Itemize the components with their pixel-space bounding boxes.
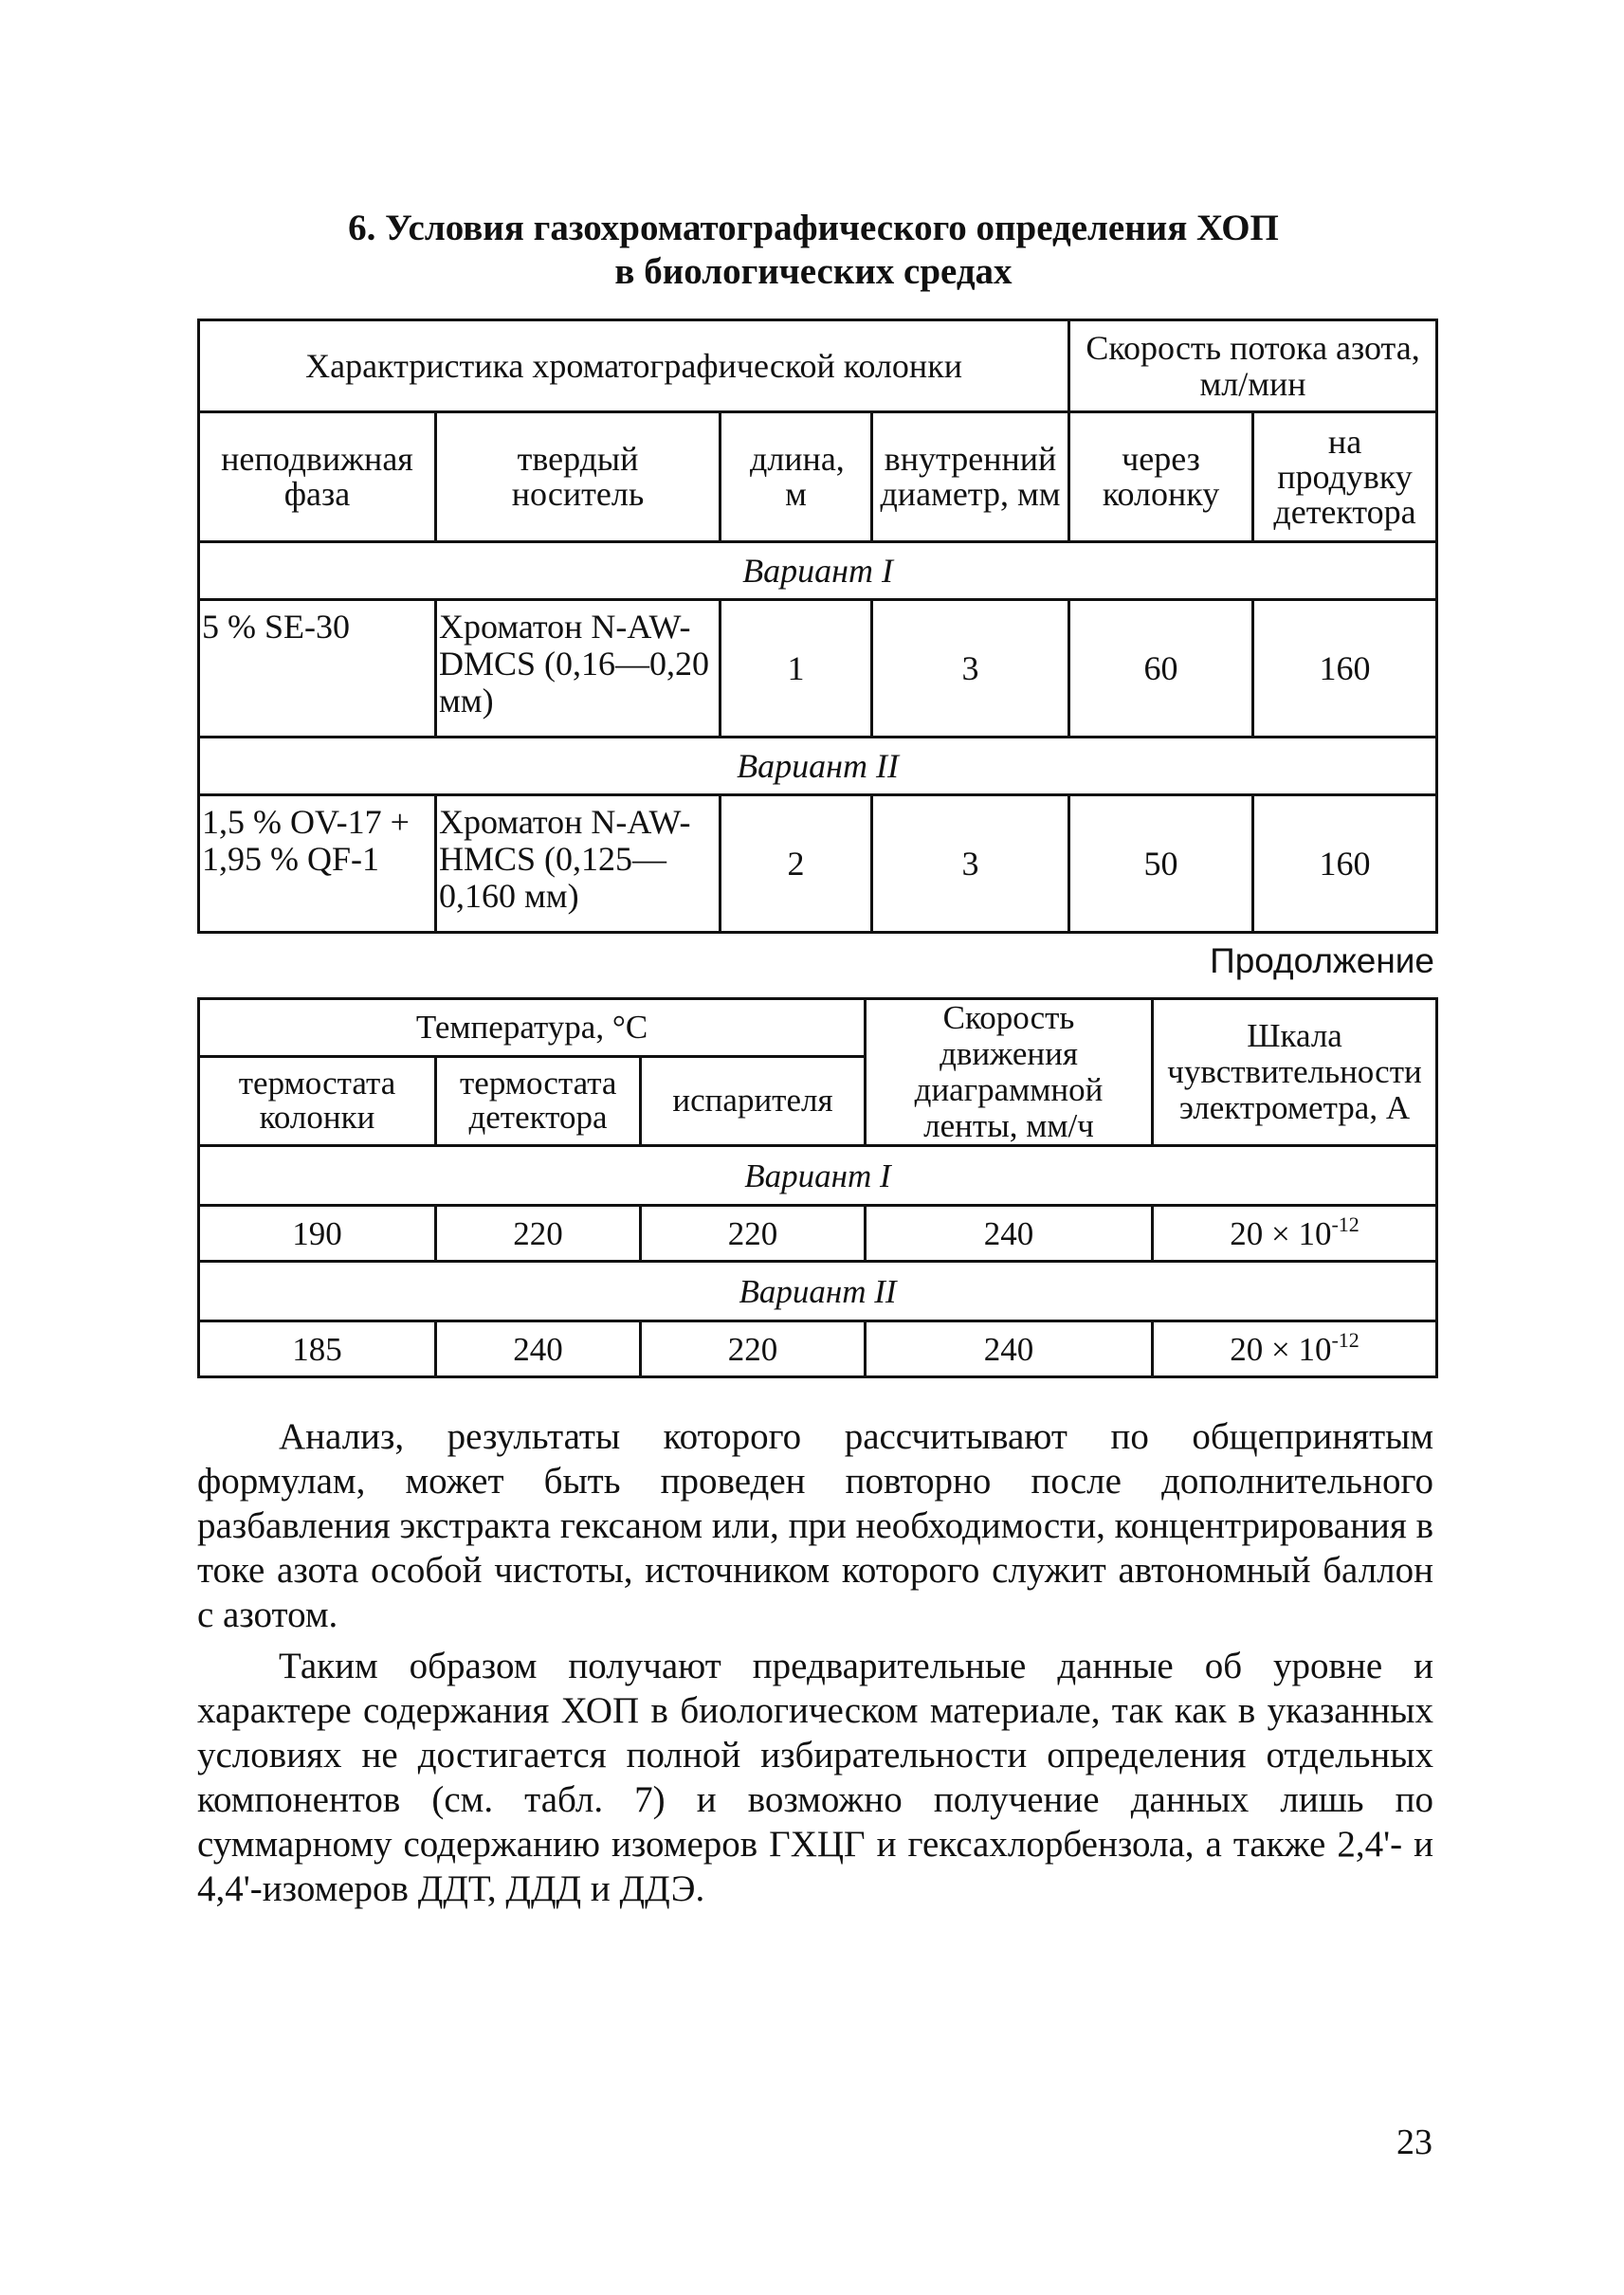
cell-carrier: Хроматон N-AW-HMCS (0,125—0,160 мм)	[436, 795, 721, 933]
table1-variant1-row	[199, 542, 1437, 600]
table-row	[199, 1206, 1437, 1262]
col-header-column-thermostat: термостата колонки	[199, 1056, 436, 1146]
cell-column-thermostat: 190	[199, 1206, 436, 1262]
continuation-label: Продолжение	[1210, 941, 1434, 980]
body-paragraph: Таким образом получают предварительные данные об уровне и характере содержания ХОП в биологическом материале, так как в указанных условиях не достигается полной избирательности определения отдельных компонентов (см. табл. 7) и возможно получение данных лишь по суммарному содержанию изомеров ГХЦГ и гексахлорбензола, а также 2,4'- и 4,4'-изомеров ДДТ, ДДД и ДДЭ.	[197, 1646, 1433, 1909]
table-row	[199, 600, 1437, 738]
cell-phase: 5 % SE-30	[199, 600, 436, 738]
table-title	[197, 207, 1430, 294]
page-number: 23	[1396, 2122, 1432, 2162]
temperature-conditions-table	[197, 997, 1438, 1378]
temperature-header: Температура, °С	[199, 999, 866, 1057]
cell-through-column: 50	[1069, 795, 1253, 933]
cell-carrier: Хроматон N-AW-DMCS (0,16—0,20 мм)	[436, 600, 721, 738]
cell-sensitivity	[1153, 1321, 1437, 1377]
cell-detector-thermostat: 220	[436, 1206, 641, 1262]
sensitivity-exponent: -12	[1331, 1211, 1359, 1236]
col-header-diameter: внутренний диаметр, мм	[872, 412, 1069, 542]
variant-label: Вариант II	[199, 738, 1437, 795]
col-header-phase: неподвижная фаза	[199, 412, 436, 542]
cell-sensitivity	[1153, 1206, 1437, 1262]
flow-rate-header: Скорость потока азота, мл/мин	[1069, 320, 1437, 412]
variant-label: Вариант I	[199, 542, 1437, 600]
col-header-through-column: через колонку	[1069, 412, 1253, 542]
cell-evaporator: 220	[641, 1321, 866, 1377]
cell-detector-purge: 160	[1253, 600, 1437, 738]
cell-tape-speed: 240	[866, 1321, 1153, 1377]
table2-variant1-row	[199, 1146, 1437, 1206]
sensitivity-exponent: -12	[1331, 1327, 1359, 1352]
cell-diameter: 3	[872, 600, 1069, 738]
cell-diameter: 3	[872, 795, 1069, 933]
body-paragraph: Анализ, результаты которого рассчитывают по общепринятым формулам, может быть проведен повторно после дополнительного разбавления экстракта гексаном или, при необходимости, концентрирования в токе азота особой чистоты, источником которого служит автономный баллон с азотом.	[197, 1416, 1433, 1635]
cell-tape-speed: 240	[866, 1206, 1153, 1262]
table-row	[199, 1321, 1437, 1377]
table1-subheader-row	[199, 412, 1437, 542]
table1-variant2-row	[199, 738, 1437, 795]
col-header-detector-purge: на продувку детектора	[1253, 412, 1437, 542]
table-title-line1: 6. Условия газохроматографического определения ХОП	[348, 208, 1279, 248]
sensitivity-base: 20 × 10	[1230, 1330, 1332, 1368]
col-header-length: длина, м	[721, 412, 872, 542]
col-header-detector-thermostat: термостата детектора	[436, 1056, 641, 1146]
cell-detector-purge: 160	[1253, 795, 1437, 933]
table-title-line2: в биологических средах	[614, 251, 1013, 292]
cell-through-column: 60	[1069, 600, 1253, 738]
table2-header-row	[199, 999, 1437, 1057]
col-header-evaporator: испарителя	[641, 1056, 866, 1146]
column-characteristics-table	[197, 319, 1438, 934]
cell-phase: 1,5 % OV-17 + 1,95 % QF-1	[199, 795, 436, 933]
cell-evaporator: 220	[641, 1206, 866, 1262]
table1-header-row	[199, 320, 1437, 412]
table-row	[199, 795, 1437, 933]
cell-detector-thermostat: 240	[436, 1321, 641, 1377]
cell-length: 2	[721, 795, 872, 933]
col-header-sensitivity: Шкала чувствительности электрометра, А	[1153, 999, 1437, 1146]
col-header-carrier: твердый носитель	[436, 412, 721, 542]
cell-column-thermostat: 185	[199, 1321, 436, 1377]
variant-label: Вариант II	[199, 1262, 1437, 1321]
sensitivity-base: 20 × 10	[1230, 1214, 1332, 1252]
variant-label: Вариант I	[199, 1146, 1437, 1206]
cell-length: 1	[721, 600, 872, 738]
col-header-tape-speed: Скорость движения диаграммной ленты, мм/ч	[866, 999, 1153, 1146]
column-group-header: Характристика хроматографической колонки	[199, 320, 1069, 412]
table2-variant2-row	[199, 1262, 1437, 1321]
